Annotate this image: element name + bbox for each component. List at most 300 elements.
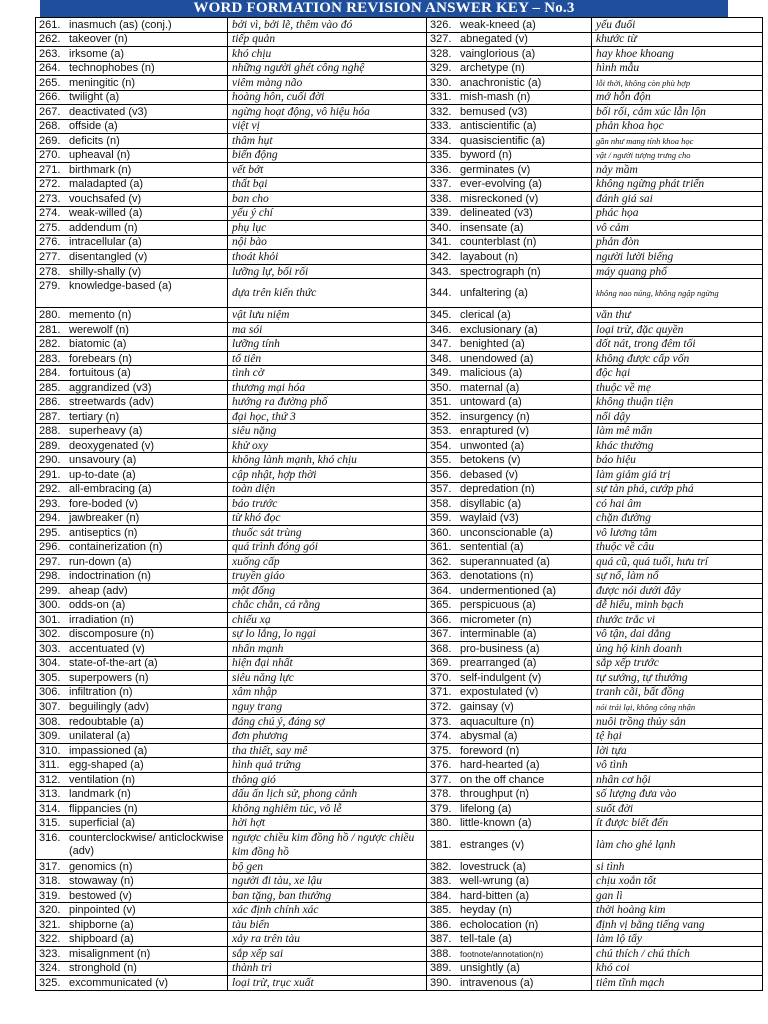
word-cell (427, 599, 592, 614)
word-entry: impassioned (a) (69, 744, 148, 757)
meaning-cell (592, 120, 763, 135)
word-entry: maternal (a) (460, 381, 520, 394)
meaning-cell (228, 76, 427, 91)
item-number: 290. (39, 454, 61, 467)
word-entry: landmark (n) (69, 788, 131, 801)
item-number: 281. (39, 323, 61, 336)
word-entry: unwonted (a) (460, 439, 525, 452)
item-number: 353. (430, 425, 452, 438)
meaning-cell (592, 76, 763, 91)
item-number: 367. (430, 628, 452, 641)
meaning-cell (592, 352, 763, 367)
table-row (36, 758, 763, 773)
meaning-text: sắp xếp trước (596, 657, 659, 670)
word-entry: superannuated (a) (460, 555, 550, 568)
meaning-text: toàn diện (232, 483, 276, 496)
word-entry: stowaway (n) (69, 875, 134, 888)
meaning-text: tàu biển (232, 918, 270, 931)
table-row (36, 105, 763, 120)
item-number: 278. (39, 265, 61, 278)
meaning-text: một đống (232, 584, 276, 597)
meaning-text: xuống cấp (232, 555, 280, 568)
table-row (36, 642, 763, 657)
item-number: 376. (430, 759, 452, 772)
item-number: 352. (430, 410, 452, 423)
meaning-cell (228, 715, 427, 730)
item-number: 287. (39, 410, 61, 423)
word-entry: denotations (n) (460, 570, 534, 583)
table-row (36, 497, 763, 512)
meaning-text: thương mại hóa (232, 381, 306, 394)
item-number: 351. (430, 396, 452, 409)
table-row (36, 120, 763, 135)
item-number: 372. (430, 700, 452, 713)
meaning-cell (592, 279, 763, 308)
meaning-text: khó chịu (232, 47, 272, 60)
meaning-cell (228, 337, 427, 352)
meaning-cell (592, 642, 763, 657)
word-cell (427, 729, 592, 744)
meaning-cell (592, 149, 763, 164)
meaning-cell (592, 47, 763, 62)
item-number: 288. (39, 425, 61, 438)
meaning-cell (592, 323, 763, 338)
meaning-cell (592, 395, 763, 410)
table-row (36, 860, 763, 875)
meaning-cell (228, 903, 427, 918)
word-entry: throughput (n) (460, 788, 530, 801)
item-number: 359. (430, 512, 452, 525)
meaning-text: nổi dậy (596, 410, 631, 423)
word-entry: counterclockwise/ anticlockwise (adv) (69, 831, 224, 857)
word-cell (36, 381, 228, 396)
word-cell (36, 323, 228, 338)
meaning-text: si tình (596, 860, 625, 873)
word-cell (36, 47, 228, 62)
word-cell (36, 584, 228, 599)
word-entry: unfaltering (a) (460, 287, 528, 300)
table-row (36, 134, 763, 149)
word-entry: discomposure (n) (69, 628, 154, 641)
item-number: 309. (39, 730, 61, 743)
meaning-text: độc hại (596, 367, 631, 380)
table-row (36, 76, 763, 91)
item-number: 387. (430, 933, 452, 946)
table-row (36, 192, 763, 207)
item-number: 268. (39, 120, 61, 133)
meaning-text: yếu ý chí (232, 207, 273, 220)
meaning-cell (592, 758, 763, 773)
word-entry: exclusionary (a) (460, 323, 538, 336)
meaning-text: chú thích / chú thích (596, 947, 690, 960)
word-entry: lifelong (a) (460, 802, 512, 815)
word-cell (427, 860, 592, 875)
meaning-text: ngược chiều kim đồng hồ / ngược chiều kim đồng hồ (232, 831, 415, 858)
word-cell (36, 91, 228, 106)
meaning-text: siêu năng lực (232, 671, 294, 684)
meaning-cell (592, 265, 763, 280)
word-cell (36, 178, 228, 193)
table-row (36, 33, 763, 48)
meaning-cell (592, 337, 763, 352)
item-number: 349. (430, 367, 452, 380)
meaning-text: thuộc về mẹ (596, 381, 651, 394)
meaning-cell (592, 512, 763, 527)
word-entry: indoctrination (n) (69, 570, 151, 583)
word-cell (427, 18, 592, 33)
meaning-text: đáng chú ý, đáng sợ (232, 715, 325, 728)
word-cell (427, 744, 592, 759)
item-number: 269. (39, 134, 61, 147)
word-cell (427, 192, 592, 207)
item-number: 319. (39, 889, 61, 902)
meaning-cell (592, 816, 763, 831)
item-number: 336. (430, 163, 452, 176)
item-number: 357. (430, 483, 452, 496)
table-row (36, 468, 763, 483)
word-entry: shipborne (a) (69, 918, 134, 931)
meaning-cell (228, 729, 427, 744)
meaning-cell (592, 439, 763, 454)
meaning-cell (228, 976, 427, 991)
word-entry: spectrograph (n) (460, 265, 541, 278)
meaning-cell (592, 381, 763, 396)
word-entry: state-of-the-art (a) (69, 657, 158, 670)
word-cell (36, 744, 228, 759)
item-number: 301. (39, 613, 61, 626)
meaning-cell (592, 686, 763, 701)
item-number: 348. (430, 352, 452, 365)
item-number: 390. (430, 976, 452, 989)
word-entry: benighted (a) (460, 338, 525, 351)
word-cell (427, 918, 592, 933)
word-cell (36, 163, 228, 178)
word-cell (36, 18, 228, 33)
word-entry: misreckoned (v) (460, 192, 539, 205)
meaning-text: dễ hiểu, minh bạch (596, 599, 684, 612)
word-entry: gainsay (v) (460, 700, 514, 713)
table-row (36, 932, 763, 947)
word-entry: undermentioned (a) (460, 584, 557, 597)
meaning-text: hình mẫu (596, 62, 640, 75)
word-cell (427, 337, 592, 352)
word-cell (36, 628, 228, 643)
word-entry: unsavoury (a) (69, 454, 137, 467)
meaning-cell (228, 47, 427, 62)
word-entry: disentangled (v) (69, 251, 148, 263)
meaning-cell (592, 657, 763, 672)
meaning-text: thâm hụt (232, 134, 273, 147)
word-cell (36, 874, 228, 889)
meaning-text: ma sói (232, 323, 263, 336)
meaning-cell (592, 555, 763, 570)
word-entry: lovestruck (a) (460, 860, 527, 873)
table-row (36, 570, 763, 585)
item-number: 265. (39, 76, 61, 89)
word-entry: misalignment (n) (69, 947, 151, 960)
word-cell (427, 526, 592, 541)
item-number: 323. (39, 947, 61, 960)
word-cell (36, 279, 228, 308)
word-entry: estranges (v) (460, 838, 525, 851)
meaning-cell (592, 366, 763, 381)
meaning-cell (228, 744, 427, 759)
item-number: 308. (39, 715, 61, 728)
meaning-cell (228, 628, 427, 643)
meaning-text: bởi vì, bởi lẽ, thêm vào đó (232, 18, 353, 31)
word-entry: interminable (a) (460, 628, 537, 641)
item-number: 365. (430, 599, 452, 612)
item-number: 261. (39, 18, 61, 31)
meaning-text: làm cho ghẻ lạnh (596, 838, 676, 851)
meaning-text: tự sướng, tự thưởng (596, 671, 688, 684)
meaning-text: người đi tàu, xe lậu (232, 875, 323, 888)
word-entry: ventilation (n) (69, 773, 136, 786)
meaning-text: chịu xoắn tốt (596, 875, 657, 888)
word-entry: expostulated (v) (460, 686, 539, 699)
meaning-cell (228, 236, 427, 251)
meaning-text: tệ hại (596, 730, 622, 743)
item-number: 322. (39, 933, 61, 946)
item-number: 267. (39, 105, 61, 118)
meaning-text: xâm nhập (232, 686, 278, 699)
item-number: 264. (39, 62, 61, 75)
word-entry: footnote/annotation(n) (460, 948, 544, 959)
word-cell (427, 497, 592, 512)
item-number: 384. (430, 889, 452, 902)
word-cell (427, 395, 592, 410)
item-number: 316. (39, 831, 61, 844)
word-cell (427, 76, 592, 91)
word-entry: abnegated (v) (460, 33, 528, 46)
meaning-cell (228, 265, 427, 280)
item-number: 361. (430, 541, 452, 554)
meaning-text: suốt đời (596, 802, 634, 815)
meaning-text: định vị bằng tiếng vang (596, 918, 705, 931)
meaning-cell (228, 686, 427, 701)
item-number: 266. (39, 91, 61, 104)
table-row (36, 729, 763, 744)
item-number: 315. (39, 817, 61, 830)
word-cell (36, 468, 228, 483)
word-entry: quasiscientific (a) (460, 134, 545, 147)
table-row (36, 802, 763, 817)
item-number: 293. (39, 497, 61, 510)
meaning-cell (592, 613, 763, 628)
item-number: 282. (39, 338, 61, 351)
meaning-cell (592, 207, 763, 222)
word-cell (36, 192, 228, 207)
word-cell (36, 903, 228, 918)
word-cell (36, 221, 228, 236)
word-cell (36, 33, 228, 48)
meaning-cell (592, 715, 763, 730)
item-number: 358. (430, 497, 452, 510)
meaning-cell (228, 381, 427, 396)
word-cell (36, 207, 228, 222)
meaning-text: khước từ (596, 33, 637, 46)
item-number: 340. (430, 221, 452, 234)
item-number: 346. (430, 323, 452, 336)
item-number: 262. (39, 33, 61, 46)
word-entry: fortuitous (a) (69, 367, 131, 380)
meaning-text: tha thiết, say mê (232, 744, 308, 757)
meaning-text: hiện đại nhất (232, 657, 293, 670)
word-entry: perspicuous (a) (460, 599, 536, 612)
meaning-cell (228, 962, 427, 977)
item-number: 296. (39, 541, 61, 554)
item-number: 305. (39, 671, 61, 684)
word-cell (36, 918, 228, 933)
meaning-cell (228, 149, 427, 164)
item-number: 373. (430, 715, 452, 728)
meaning-cell (228, 308, 427, 323)
word-entry: little-known (a) (460, 817, 532, 830)
item-number: 383. (430, 875, 452, 888)
meaning-text: vô tình (596, 759, 628, 772)
word-entry: redoubtable (a) (69, 715, 144, 728)
meaning-text: thuốc sát trùng (232, 526, 302, 539)
word-entry: foreword (n) (460, 744, 520, 757)
word-entry: hard-hearted (a) (460, 759, 540, 772)
item-number: 300. (39, 599, 61, 612)
item-number: 321. (39, 918, 61, 931)
meaning-text: tiếp quản (232, 33, 276, 46)
word-entry: unilateral (a) (69, 730, 131, 743)
word-cell (36, 962, 228, 977)
meaning-text: vật / người tượng trưng cho (596, 150, 691, 161)
item-number: 332. (430, 105, 452, 118)
item-number: 350. (430, 381, 452, 394)
word-entry: superheavy (a) (69, 425, 143, 438)
word-entry: waylaid (v3) (460, 512, 519, 525)
meaning-cell (228, 221, 427, 236)
word-entry: fore-boded (v) (69, 497, 139, 510)
meaning-text: đánh giá sai (596, 192, 653, 205)
word-cell (36, 483, 228, 498)
meaning-cell (592, 91, 763, 106)
item-number: 289. (39, 439, 61, 452)
meaning-text: nhấn mạnh (232, 642, 284, 655)
item-number: 273. (39, 192, 61, 205)
meaning-text: chiếu xạ (232, 613, 271, 626)
meaning-cell (592, 308, 763, 323)
meaning-cell (228, 453, 427, 468)
item-number: 344. (430, 287, 452, 300)
word-cell (427, 381, 592, 396)
table-row (36, 18, 763, 33)
item-number: 388. (430, 947, 452, 960)
word-cell (427, 889, 592, 904)
meaning-cell (592, 700, 763, 715)
meaning-text: quá trình đóng gói (232, 541, 318, 554)
word-entry: shipboard (a) (69, 933, 134, 946)
word-entry: streetwards (adv) (69, 396, 154, 409)
meaning-text: hoàng hôn, cuối đời (232, 91, 325, 104)
item-number: 274. (39, 207, 61, 220)
word-entry: archetype (n) (460, 62, 525, 75)
meaning-cell (228, 657, 427, 672)
meaning-text: phản đòn (596, 236, 640, 249)
word-entry: knowledge-based (a) (69, 280, 172, 293)
word-cell (427, 105, 592, 120)
item-number: 302. (39, 628, 61, 641)
word-entry: ever-evolving (a) (460, 178, 542, 191)
meaning-cell (592, 584, 763, 599)
word-cell (427, 802, 592, 817)
meaning-text: phụ lục (232, 221, 267, 234)
word-entry: insensate (a) (460, 221, 524, 234)
table-row (36, 323, 763, 338)
meaning-cell (592, 468, 763, 483)
meaning-cell (228, 91, 427, 106)
item-number: 312. (39, 773, 61, 786)
meaning-cell (228, 279, 427, 308)
word-entry: superficial (a) (69, 817, 136, 830)
item-number: 374. (430, 730, 452, 743)
meaning-cell (592, 773, 763, 788)
meaning-cell (228, 758, 427, 773)
item-number: 326. (430, 18, 452, 31)
meaning-text: nhân cơ hội (596, 773, 651, 786)
item-number: 325. (39, 976, 61, 989)
item-number: 362. (430, 555, 452, 568)
meaning-text: yếu đuối (596, 18, 636, 31)
word-cell (36, 715, 228, 730)
word-entry: flippancies (n) (69, 802, 138, 815)
item-number: 339. (430, 207, 452, 220)
item-number: 386. (430, 918, 452, 931)
word-cell (36, 62, 228, 77)
meaning-text: khó coi (596, 962, 630, 975)
meaning-text: chặn đường (596, 512, 651, 525)
word-entry: egg-shaped (a) (69, 759, 144, 772)
meaning-cell (228, 889, 427, 904)
table-row (36, 787, 763, 802)
word-cell (427, 671, 592, 686)
word-cell (427, 439, 592, 454)
table-row (36, 366, 763, 381)
meaning-text: văn thư (596, 309, 631, 322)
item-number: 333. (430, 120, 452, 133)
word-entry: pinpointed (v) (69, 904, 136, 917)
table-row (36, 686, 763, 701)
word-entry: offside (a) (69, 120, 118, 133)
meaning-text: vô lương tâm (596, 526, 657, 539)
word-entry: enraptured (v) (460, 425, 530, 438)
meaning-cell (228, 773, 427, 788)
table-row (36, 308, 763, 323)
word-cell (427, 323, 592, 338)
word-cell (36, 729, 228, 744)
meaning-text: dốt nát, trong đêm tối (596, 338, 696, 351)
meaning-cell (592, 889, 763, 904)
item-number: 389. (430, 962, 452, 975)
table-row (36, 831, 763, 860)
word-entry: untoward (a) (460, 396, 522, 409)
word-cell (36, 410, 228, 425)
word-cell (36, 671, 228, 686)
table-row (36, 250, 763, 265)
item-number: 275. (39, 221, 61, 234)
word-cell (36, 352, 228, 367)
table-row (36, 439, 763, 454)
meaning-cell (228, 424, 427, 439)
item-number: 334. (430, 134, 452, 147)
meaning-text: thời hoàng kim (596, 904, 666, 917)
item-number: 272. (39, 178, 61, 191)
meaning-text: không nao núng, không ngập ngừng (596, 288, 719, 299)
